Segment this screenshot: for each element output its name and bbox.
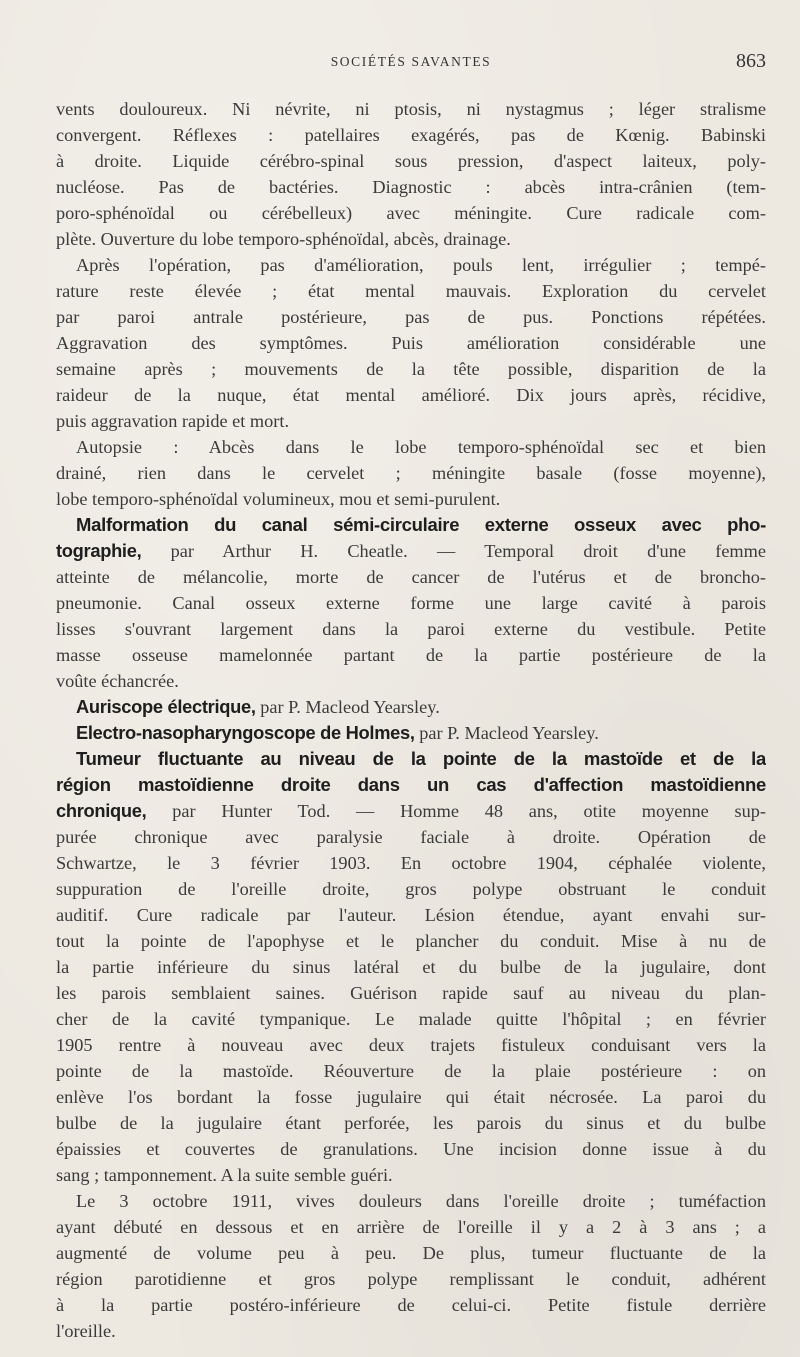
- text-line: les parois semblaient saines. Guérison rapide sauf au niveau du plan-: [56, 983, 766, 1003]
- text-line: lisses s'ouvrant largement dans la paroi externe du vestibule. Petite: [56, 619, 766, 639]
- text-line: poro-sphénoïdal ou cérébelleux) avec méningite. Cure radicale com-: [56, 203, 766, 223]
- text-line: masse osseuse mamelonnée partant de la partie postérieure de la: [56, 645, 766, 665]
- section-heading-tumeur-end: chronique,: [56, 800, 147, 821]
- text-line: plète. Ouverture du lobe temporo-sphénoïdal, abcès, drainage.: [56, 229, 511, 249]
- text-line: tout la pointe de l'apophyse et le plancher du conduit. Mise à nu de: [56, 931, 766, 951]
- text-line: épaissies et couvertes de granulations. Une incision donne issue à du: [56, 1139, 766, 1159]
- text-line: atteinte de mélancolie, morte de cancer de l'utérus et de broncho-: [56, 567, 766, 587]
- body-text: [56, 96, 766, 1344]
- text-line: à la partie postéro-inférieure de celui-ci. Petite fistule derrière: [56, 1295, 766, 1315]
- text-line: région parotidienne et gros polype remplissant le conduit, adhérent: [56, 1269, 766, 1289]
- author-line: par P. Macleod Yearsley.: [419, 723, 599, 743]
- author-line: par P. Macleod Yearsley.: [260, 697, 440, 717]
- author-line: par Hunter Tod. — Homme 48 ans, otite moyenne sup-: [172, 801, 766, 821]
- section-heading-auriscope: Auriscope électrique,: [76, 696, 256, 717]
- page-number: 863: [736, 50, 766, 72]
- text-line: vents douloureux. Ni névrite, ni ptosis, ni nystagmus ; léger stralisme: [56, 99, 766, 119]
- text-line: Autopsie : Abcès dans le lobe temporo-sphénoïdal sec et bien: [76, 437, 766, 457]
- text-line: augmenté de volume peu à peu. De plus, tumeur fluctuante de la: [56, 1243, 766, 1263]
- text-line: [56, 798, 766, 824]
- text-line: [56, 538, 766, 564]
- text-line: voûte échancrée.: [56, 671, 179, 691]
- text-line: pointe de la mastoïde. Réouverture de la plaie postérieure : on: [56, 1061, 766, 1081]
- text-line: bulbe de la jugulaire étant perforée, les parois du sinus et du bulbe: [56, 1113, 766, 1133]
- text-line: lobe temporo-sphénoïdal volumineux, mou et semi-purulent.: [56, 489, 501, 509]
- text-line: drainé, rien dans le cervelet ; méningite basale (fosse moyenne),: [56, 463, 766, 483]
- text-line: par paroi antrale postérieure, pas de pus. Ponctions répétées.: [56, 307, 766, 327]
- text-line: convergent. Réflexes : patellaires exagérés, pas de Kœnig. Babinski: [56, 125, 766, 145]
- text-line: à droite. Liquide cérébro-spinal sous pression, d'aspect laiteux, poly-: [56, 151, 766, 171]
- text-line: l'oreille.: [56, 1321, 116, 1341]
- text-line: Le 3 octobre 1911, vives douleurs dans l'oreille droite ; tuméfaction: [76, 1191, 766, 1211]
- text-line: sang ; tamponnement. A la suite semble guéri.: [56, 1165, 393, 1185]
- text-line: nucléose. Pas de bactéries. Diagnostic : abcès intra-crânien (tem-: [56, 177, 766, 197]
- text-line: enlève l'os bordant la fosse jugulaire qui était nécrosée. La paroi du: [56, 1087, 766, 1107]
- author-line: par Arthur H. Cheatle. — Temporal droit d'une femme: [170, 541, 766, 561]
- section-heading-electro-nasopharyngoscope: Electro-nasopharyngoscope de Holmes,: [76, 722, 415, 743]
- text-line: puis aggravation rapide et mort.: [56, 411, 290, 431]
- text-line: auditif. Cure radicale par l'auteur. Lésion étendue, ayant envahi sur-: [56, 905, 766, 925]
- section-heading-tumeur: Tumeur fluctuante au niveau de la pointe de la mastoïde et de la: [76, 748, 766, 769]
- text-line: Aggravation des symptômes. Puis amélioration considérable une: [56, 333, 766, 353]
- text-line: la partie inférieure du sinus latéral et du bulbe de la jugulaire, dont: [56, 957, 766, 977]
- text-line: purée chronique avec paralysie faciale à droite. Opération de: [56, 827, 766, 847]
- text-line: suppuration de l'oreille droite, gros polype obstruant le conduit: [56, 879, 766, 899]
- text-line: raideur de la nuque, état mental amélioré. Dix jours après, récidive,: [56, 385, 766, 405]
- text-line: Après l'opération, pas d'amélioration, pouls lent, irrégulier ; tempé-: [76, 255, 766, 275]
- text-line: [56, 694, 766, 720]
- text-line: rature reste élevée ; état mental mauvais. Exploration du cervelet: [56, 281, 766, 301]
- text-line: ayant débuté en dessous et en arrière de l'oreille il y a 2 à 3 ans ; a: [56, 1217, 766, 1237]
- text-line: [56, 720, 766, 746]
- text-line: pneumonie. Canal osseux externe forme une large cavité à parois: [56, 593, 766, 613]
- section-heading-tumeur-cont: région mastoïdienne droite dans un cas d'affection mastoïdienne: [56, 774, 766, 795]
- text-line: cher de la cavité tympanique. Le malade quitte l'hôpital ; en février: [56, 1009, 766, 1029]
- running-head: [56, 50, 766, 74]
- text-line: semaine après ; mouvements de la tête possible, disparition de la: [56, 359, 766, 379]
- section-heading-malformation: Malformation du canal sémi-circulaire externe osseux avec pho-: [76, 514, 766, 535]
- running-title: SOCIÉTÉS SAVANTES: [330, 54, 492, 69]
- text-line: Schwartze, le 3 février 1903. En octobre 1904, céphalée violente,: [56, 853, 766, 873]
- text-line: 1905 rentre à nouveau avec deux trajets fistuleux conduisant vers la: [56, 1035, 766, 1055]
- section-heading-continuation: tographie,: [56, 540, 142, 561]
